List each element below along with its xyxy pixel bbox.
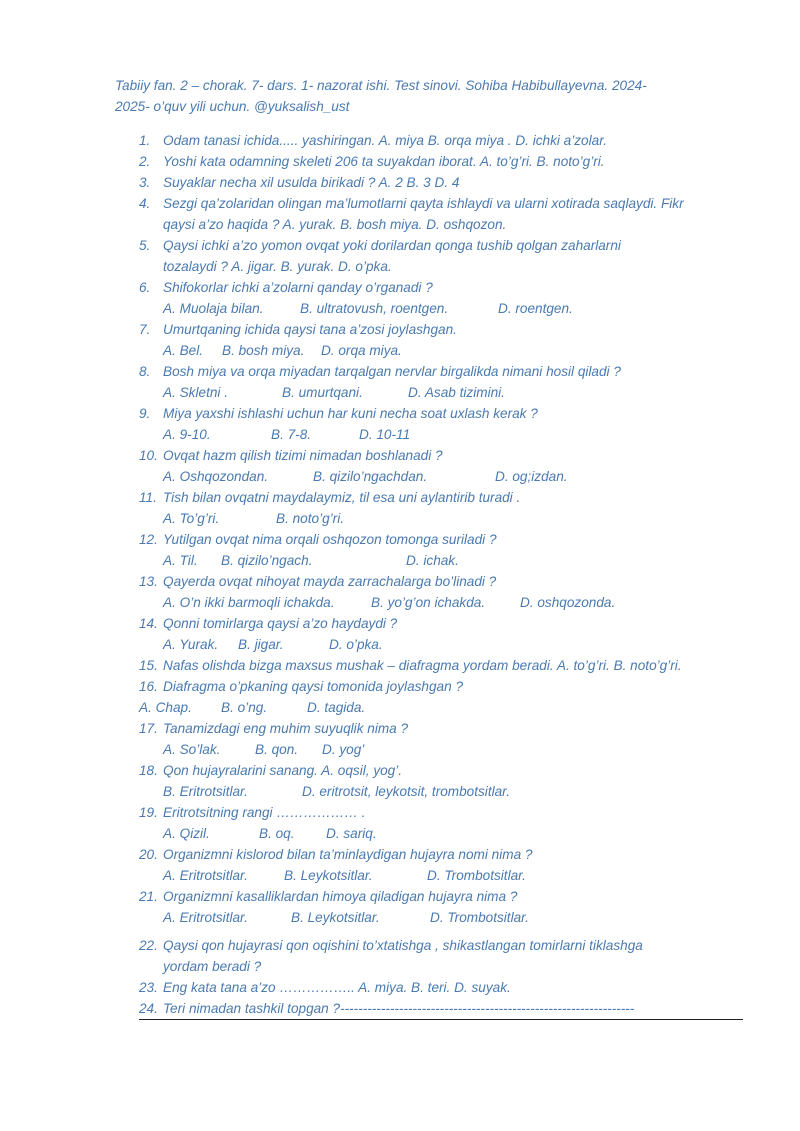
- question-text: Yutilgan ovqat nima orqali oshqozon tomonga suriladi ?: [163, 532, 497, 547]
- option-d: D. oshqozonda.: [520, 595, 616, 610]
- bottom-rule: [139, 1019, 743, 1020]
- question-text: Odam tanasi ichida..... yashiringan. A. miya B. orqa miya . D. ichki a’zolar.: [163, 133, 607, 148]
- option-d: D. sariq.: [326, 826, 377, 841]
- document-header: [115, 75, 730, 117]
- option-b: B. bosh miya.: [222, 343, 305, 358]
- question-22: [139, 935, 749, 956]
- option-b: B. yo’g’on ichakda.: [371, 595, 486, 610]
- question-text: Teri nimadan tashkil topgan ?-----------------------------------------------------------------: [163, 1001, 635, 1016]
- question-15: [139, 655, 749, 676]
- question-text: Qaysi qon hujayrasi qon oqishini to’xtatishga , shikastlangan tomirlarni tiklashga: [163, 938, 643, 953]
- question-4-continuation: qaysi a’zo haqida ? A. yurak. B. bosh miya. D. oshqozon.: [163, 217, 507, 232]
- option-d: D. tagida.: [307, 700, 366, 715]
- question-number: 17.: [139, 721, 158, 736]
- question-text: Tanamizdagi eng muhim suyuqlik nima ?: [163, 721, 409, 736]
- question-5: [139, 235, 749, 256]
- question-number: 13.: [139, 574, 158, 589]
- question-text: Suyaklar necha xil usulda birikadi ? A. 2 B. 3 D. 4: [163, 175, 460, 190]
- option-d: D. Asab tizimini.: [408, 385, 505, 400]
- option-a: A. Yurak.: [163, 637, 219, 652]
- option-d: D. Trombotsitlar.: [430, 910, 529, 925]
- option-a: A. Chap.: [139, 700, 192, 715]
- question-text: Eritrotsitning rangi ……………… .: [163, 805, 366, 820]
- question-9: [139, 403, 749, 424]
- option-a: A. Eritrotsitlar.: [163, 868, 248, 883]
- question-text: Organizmni kasalliklardan himoya qiladigan hujayra nima ?: [163, 889, 518, 904]
- question-text: Ovqat hazm qilish tizimi nimadan boshlanadi ?: [163, 448, 443, 463]
- question-number: 14.: [139, 616, 158, 631]
- question-number: 21.: [139, 889, 158, 904]
- option-d: D. ichak.: [406, 553, 459, 568]
- question-number: 20.: [139, 847, 158, 862]
- option-d: D. og;izdan.: [495, 469, 568, 484]
- question-number: 11.: [139, 490, 157, 505]
- option-b: B. Leykotsitlar.: [284, 868, 373, 883]
- question-text: Qonni tomirlarga qaysi a’zo haydaydi ?: [163, 616, 398, 631]
- option-b: B. qizilo’ngach.: [221, 553, 313, 568]
- question-7: [139, 319, 749, 340]
- question-text: Diafragma o’pkaning qaysi tomonida joylashgan ?: [163, 679, 463, 694]
- option-d: D. Trombotsitlar.: [427, 868, 526, 883]
- question-number: 16.: [139, 679, 158, 694]
- question-text: Organizmni kislorod bilan ta’minlaydigan hujayra nomi nima ?: [163, 847, 533, 862]
- question-text: Qon hujayralarini sanang. A. oqsil, yog’.: [163, 763, 403, 778]
- question-number: 8.: [139, 364, 151, 379]
- question-number: 23.: [139, 980, 158, 995]
- question-24: [139, 998, 749, 1019]
- question-text: Miya yaxshi ishlashi uchun har kuni necha soat uxlash kerak ?: [163, 406, 538, 421]
- option-a: A. 9-10.: [163, 427, 211, 442]
- question-number: 12.: [139, 532, 158, 547]
- option-b: B. qon.: [255, 742, 299, 757]
- question-text: Bosh miya va orqa miyadan tarqalgan nervlar birgalikda nimani hosil qiladi ?: [163, 364, 621, 379]
- question-10: [139, 445, 749, 466]
- question-12: [139, 529, 749, 550]
- question-13: [139, 571, 749, 592]
- option-b: B. noto’g’ri.: [276, 511, 345, 526]
- option-d: D. roentgen.: [498, 301, 573, 316]
- option-b: B. o’ng.: [221, 700, 268, 715]
- question-19: [139, 802, 749, 823]
- question-number: 18.: [139, 763, 158, 778]
- option-a: A. Til.: [163, 553, 198, 568]
- option-b: B. oq.: [259, 826, 295, 841]
- option-a: A. O’n ikki barmoqli ichakda.: [163, 595, 335, 610]
- question-text: Eng kata tana a’zo …………….. A. miya. B. teri. D. suyak.: [163, 980, 511, 995]
- option-a: A. Muolaja bilan.: [163, 301, 264, 316]
- option-b: B. ultratovush, roentgen.: [300, 301, 449, 316]
- option-d: D. orqa miya.: [321, 343, 402, 358]
- question-1: [139, 130, 749, 151]
- question-number: 5.: [139, 238, 151, 253]
- option-b: B. 7-8.: [271, 427, 312, 442]
- question-text: Shifokorlar ichki a’zolarni qanday o’rganadi ?: [163, 280, 433, 295]
- option-b: B. jigar.: [238, 637, 284, 652]
- question-number: 24.: [139, 1001, 158, 1016]
- question-number: 4.: [139, 196, 151, 211]
- question-number: 10.: [139, 448, 158, 463]
- question-3: [139, 172, 749, 193]
- option-b: B. Eritrotsitlar.: [163, 784, 248, 799]
- option-a: A. Oshqozondan.: [163, 469, 269, 484]
- question-number: 9.: [139, 406, 151, 421]
- option-a: A. So’lak.: [163, 742, 221, 757]
- question-23: [139, 977, 749, 998]
- question-text: Sezgi qa’zolaridan olingan ma’lumotlarni qayta ishlaydi va ularni xotirada saqlaydi. Fikr: [163, 196, 684, 211]
- question-18: [139, 760, 749, 781]
- question-22-continuation: yordam beradi ?: [163, 959, 262, 974]
- question-17: [139, 718, 749, 739]
- question-14: [139, 613, 749, 634]
- option-d: D. 10-11: [359, 427, 411, 442]
- question-4: [139, 193, 749, 214]
- question-21: [139, 886, 749, 907]
- question-11: [139, 487, 749, 508]
- option-a: A. Qizil.: [163, 826, 210, 841]
- question-text: Yoshi kata odamning skeleti 206 ta suyakdan iborat. A. to’g’ri. B. noto’g’ri.: [163, 154, 605, 169]
- question-text: Qayerda ovqat nihoyat mayda zarrachalarga bo’linadi ?: [163, 574, 497, 589]
- question-text: Qaysi ichki a’zo yomon ovqat yoki dorilardan qonga tushib qolgan zaharlarni: [163, 238, 621, 253]
- question-2: [139, 151, 749, 172]
- option-a: A. Skletni .: [163, 385, 228, 400]
- question-number: 6.: [139, 280, 151, 295]
- question-number: 7.: [139, 322, 151, 337]
- question-text: Nafas olishda bizga maxsus mushak – diafragma yordam beradi. A. to’g’ri. B. noto’g’ri.: [163, 658, 682, 673]
- question-number: 22.: [139, 938, 158, 953]
- question-number: 2.: [139, 154, 151, 169]
- question-number: 1.: [139, 133, 151, 148]
- question-number: 19.: [139, 805, 158, 820]
- option-a: A. To’g’ri.: [163, 511, 220, 526]
- option-d: D. yog’: [322, 742, 365, 757]
- option-d: D. eritrotsit, leykotsit, trombotsitlar.: [302, 784, 510, 799]
- question-20: [139, 844, 749, 865]
- question-text: Tish bilan ovqatni maydalaymiz, til esa uni aylantirib turadi .: [163, 490, 521, 505]
- question-number: 3.: [139, 175, 151, 190]
- question-number: 15.: [139, 658, 158, 673]
- option-b: B. umurtqani.: [282, 385, 363, 400]
- option-a: A. Bel.: [163, 343, 204, 358]
- question-6: [139, 277, 749, 298]
- question-5-continuation: tozalaydi ? A. jigar. B. yurak. D. o’pka.: [163, 259, 392, 274]
- header-line-1: Tabiiy fan. 2 – chorak. 7- dars. 1- nazorat ishi. Test sinovi. Sohiba Habibullayevna. 2024-: [115, 78, 647, 93]
- option-b: B. qizilo’ngachdan.: [313, 469, 428, 484]
- option-d: D. o’pka.: [329, 637, 383, 652]
- option-b: B. Leykotsitlar.: [291, 910, 380, 925]
- question-text: Umurtqaning ichida qaysi tana a’zosi joylashgan.: [163, 322, 457, 337]
- question-16: [139, 676, 749, 697]
- question-8: [139, 361, 749, 382]
- option-a: A. Eritrotsitlar.: [163, 910, 248, 925]
- header-line-2: 2025- o’quv yili uchun. @yuksalish_ust: [115, 99, 350, 114]
